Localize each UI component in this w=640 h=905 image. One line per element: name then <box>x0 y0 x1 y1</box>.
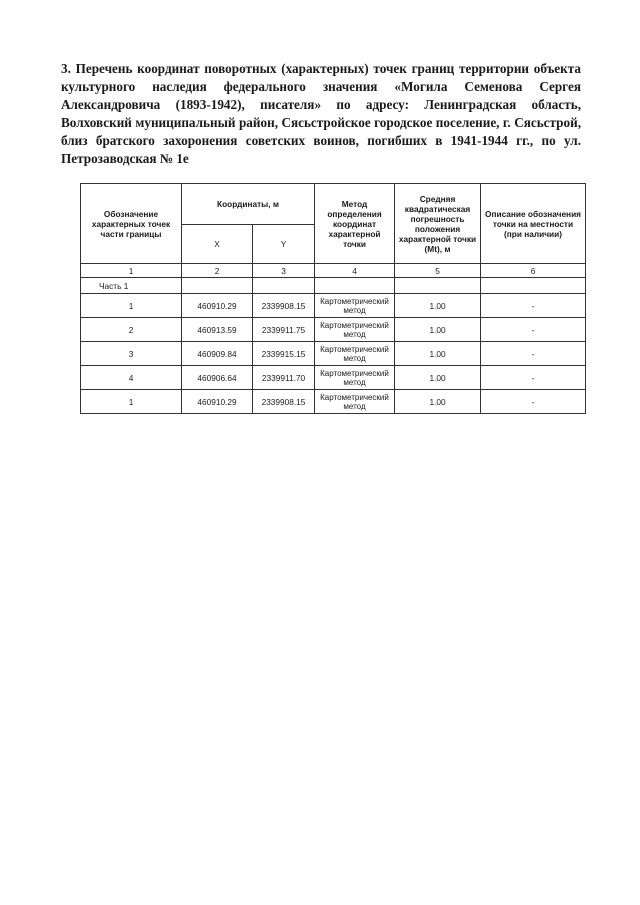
column-number: 1 <box>81 264 182 278</box>
error-value: 1.00 <box>395 318 481 342</box>
point-number: 1 <box>81 294 182 318</box>
part-row <box>81 278 586 294</box>
method: Картометрический метод <box>315 294 395 318</box>
description: - <box>481 342 586 366</box>
method: Картометрический метод <box>315 366 395 390</box>
method: Картометрический метод <box>315 342 395 366</box>
table-header-row <box>81 184 586 225</box>
coord-x: 460909.84 <box>182 342 253 366</box>
column-number: 2 <box>182 264 253 278</box>
table-row <box>81 318 586 342</box>
table-row <box>81 342 586 366</box>
column-number: 3 <box>253 264 315 278</box>
description: - <box>481 318 586 342</box>
coord-x: 460906.64 <box>182 366 253 390</box>
header-error: Средняя квадратическая погрешность положения характерной точки (Mt), м <box>395 184 481 264</box>
description: - <box>481 390 586 414</box>
table-row <box>81 294 586 318</box>
method: Картометрический метод <box>315 318 395 342</box>
coord-y: 2339908.15 <box>253 390 315 414</box>
coord-x: 460913.59 <box>182 318 253 342</box>
empty-cell <box>253 278 315 294</box>
coord-y: 2339915.15 <box>253 342 315 366</box>
empty-cell <box>481 278 586 294</box>
column-numbers-row <box>81 264 586 278</box>
point-number: 2 <box>81 318 182 342</box>
point-number: 1 <box>81 390 182 414</box>
table-row <box>81 366 586 390</box>
empty-cell <box>182 278 253 294</box>
section-heading: 3. Перечень координат поворотных (характерных) точек границ территории объекта культурного наследия федерального значения «Могила Семенова Сергея Александровича (1893-1942), писателя» по адресу: Ленинградская область, Волховский муниципальный район, Сясьстройское городское поселение, г. Сясьстрой, близ братского захоронения советских воинов, погибших в 1941-1944 гг., по ул. Петрозаводская № 1е <box>61 61 581 166</box>
empty-cell <box>395 278 481 294</box>
coord-y: 2339908.15 <box>253 294 315 318</box>
header-description: Описание обозначения точки на местности (при наличии) <box>481 184 586 264</box>
header-method: Метод определения координат характерной точки <box>315 184 395 264</box>
error-value: 1.00 <box>395 366 481 390</box>
column-number: 4 <box>315 264 395 278</box>
error-value: 1.00 <box>395 342 481 366</box>
header-designation: Обозначение характерных точек части границы <box>81 184 182 264</box>
point-number: 4 <box>81 366 182 390</box>
error-value: 1.00 <box>395 294 481 318</box>
part-label: Часть 1 <box>81 278 182 294</box>
coord-x: 460910.29 <box>182 294 253 318</box>
error-value: 1.00 <box>395 390 481 414</box>
column-number: 6 <box>481 264 586 278</box>
header-coordinates: Координаты, м <box>182 184 315 225</box>
empty-cell <box>315 278 395 294</box>
description: - <box>481 294 586 318</box>
method: Картометрический метод <box>315 390 395 414</box>
column-number: 5 <box>395 264 481 278</box>
coord-y: 2339911.70 <box>253 366 315 390</box>
description: - <box>481 366 586 390</box>
table-row <box>81 390 586 414</box>
coordinates-table <box>80 183 586 414</box>
header-x: X <box>182 225 253 264</box>
point-number: 3 <box>81 342 182 366</box>
coord-y: 2339911.75 <box>253 318 315 342</box>
coord-x: 460910.29 <box>182 390 253 414</box>
header-y: Y <box>253 225 315 264</box>
